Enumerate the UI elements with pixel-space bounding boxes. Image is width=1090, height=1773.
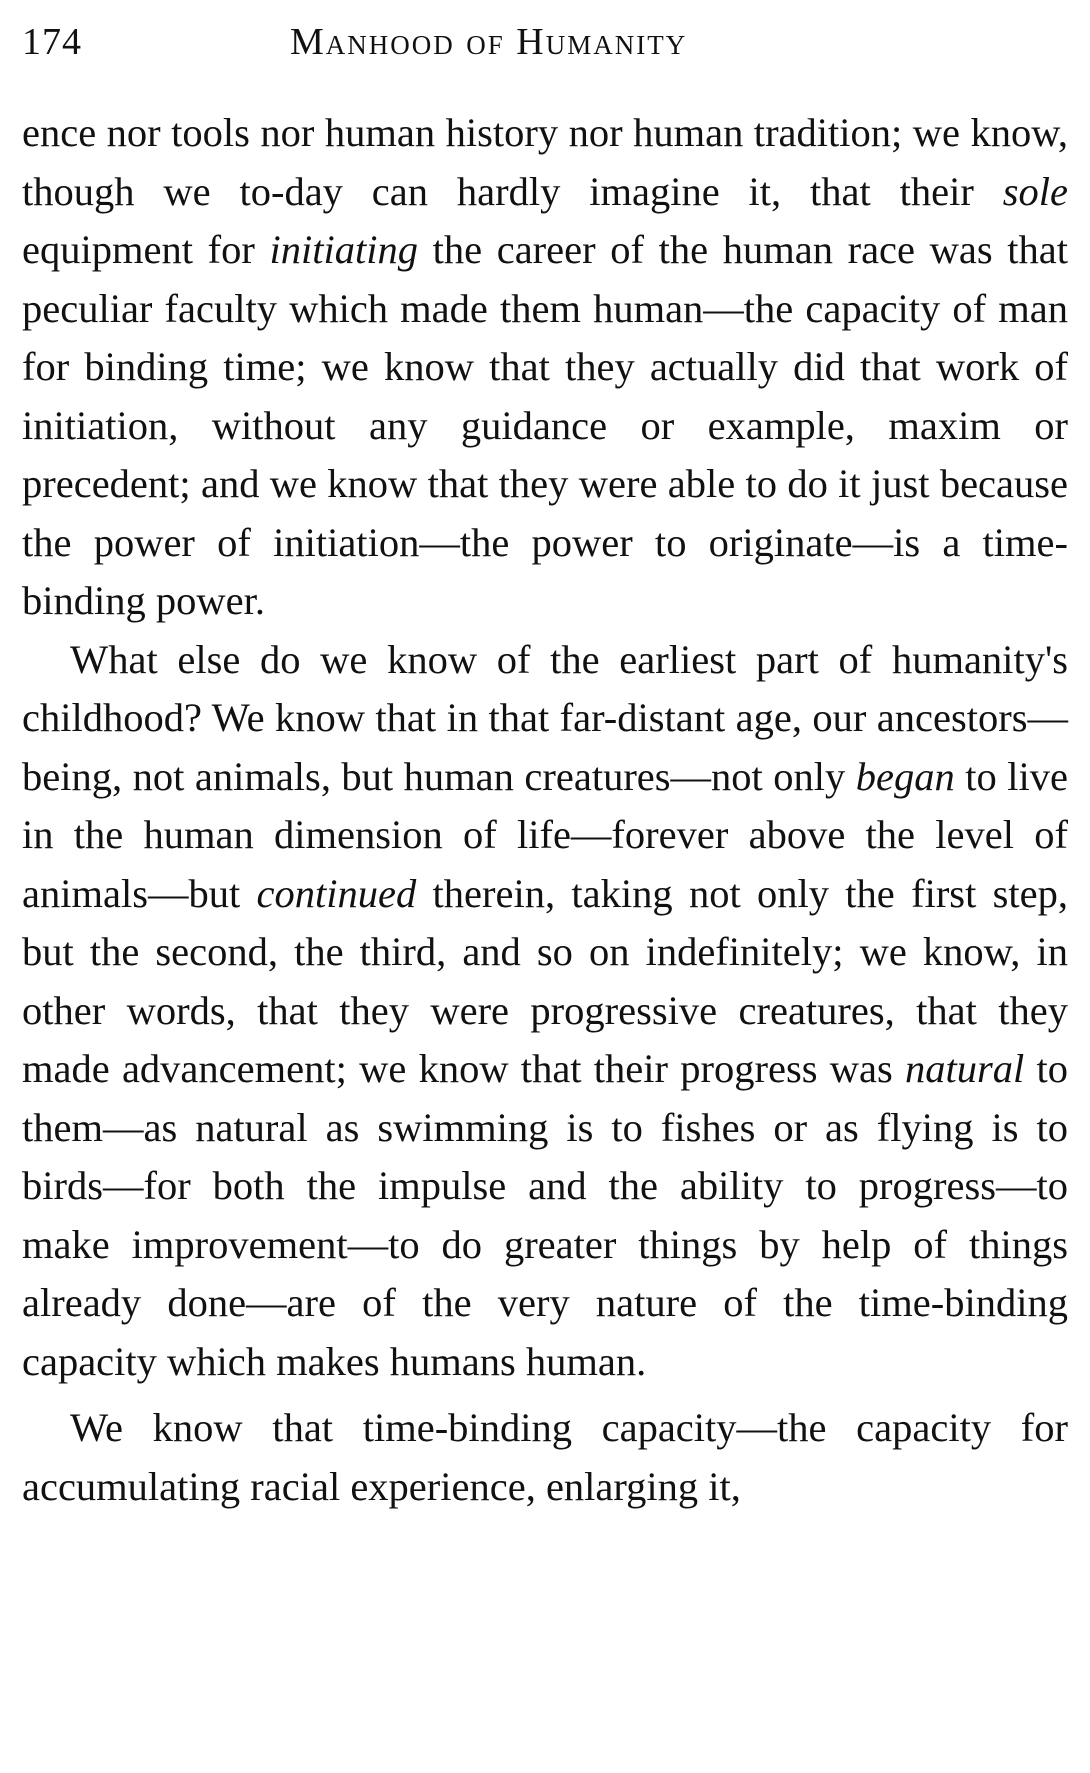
body-text — [22, 104, 1068, 1516]
italic-segment: began — [855, 753, 955, 799]
text-segment: equipment for — [22, 227, 270, 272]
text-segment: to them—as natural as swimming is to fishes or as flying is to birds—for both the impulse and the ability to progress—to make improvement—to do greater things by help of things already done—are of the very nature of the time-binding capacity which makes humans human. — [22, 1046, 1068, 1384]
italic-segment: initiating — [269, 227, 418, 272]
running-title: Manhood of Humanity — [290, 21, 688, 63]
running-head — [22, 14, 1068, 74]
text-segment: the career of the human race was that peculiar faculty which made them human—the capacity of man for binding time; we know that they actually did that work of initiation, without any guidance or example, maxim or precedent; and we know that they were able to do it just because the power of initiation—the power to originate—is a time-binding power. — [22, 227, 1068, 623]
paragraph-1 — [22, 104, 1068, 631]
text-segment: We know that time-binding capacity—the capacity for accumulating racial experience, enlarging it, — [22, 1405, 1068, 1509]
text-segment: What else do we know of the earliest part of humanity's childhood? We know that in that far-distant age, our ancestors—being, not animals, but human creatures—not only — [22, 636, 1068, 799]
text-segment: to live in the human dimension of life—forever above the level of animals—but — [22, 753, 1069, 916]
paragraph-3 — [22, 1399, 1068, 1516]
paragraph-2 — [22, 631, 1068, 1392]
italic-segment: natural — [904, 1046, 1025, 1091]
text-segment: therein, taking not only the first step, but the second, the third, and so on indefinitely; we know, in other words, that they were progressive creatures, that they made advancement; we know that their progress was — [22, 870, 1068, 1091]
page-number: 174 — [22, 21, 82, 63]
text-segment: ence nor tools nor human history nor human tradition; we know, though we to-day can hardly imagine it, that their — [22, 110, 1068, 214]
italic-segment: continued — [256, 870, 417, 916]
italic-segment: sole — [1002, 168, 1068, 214]
